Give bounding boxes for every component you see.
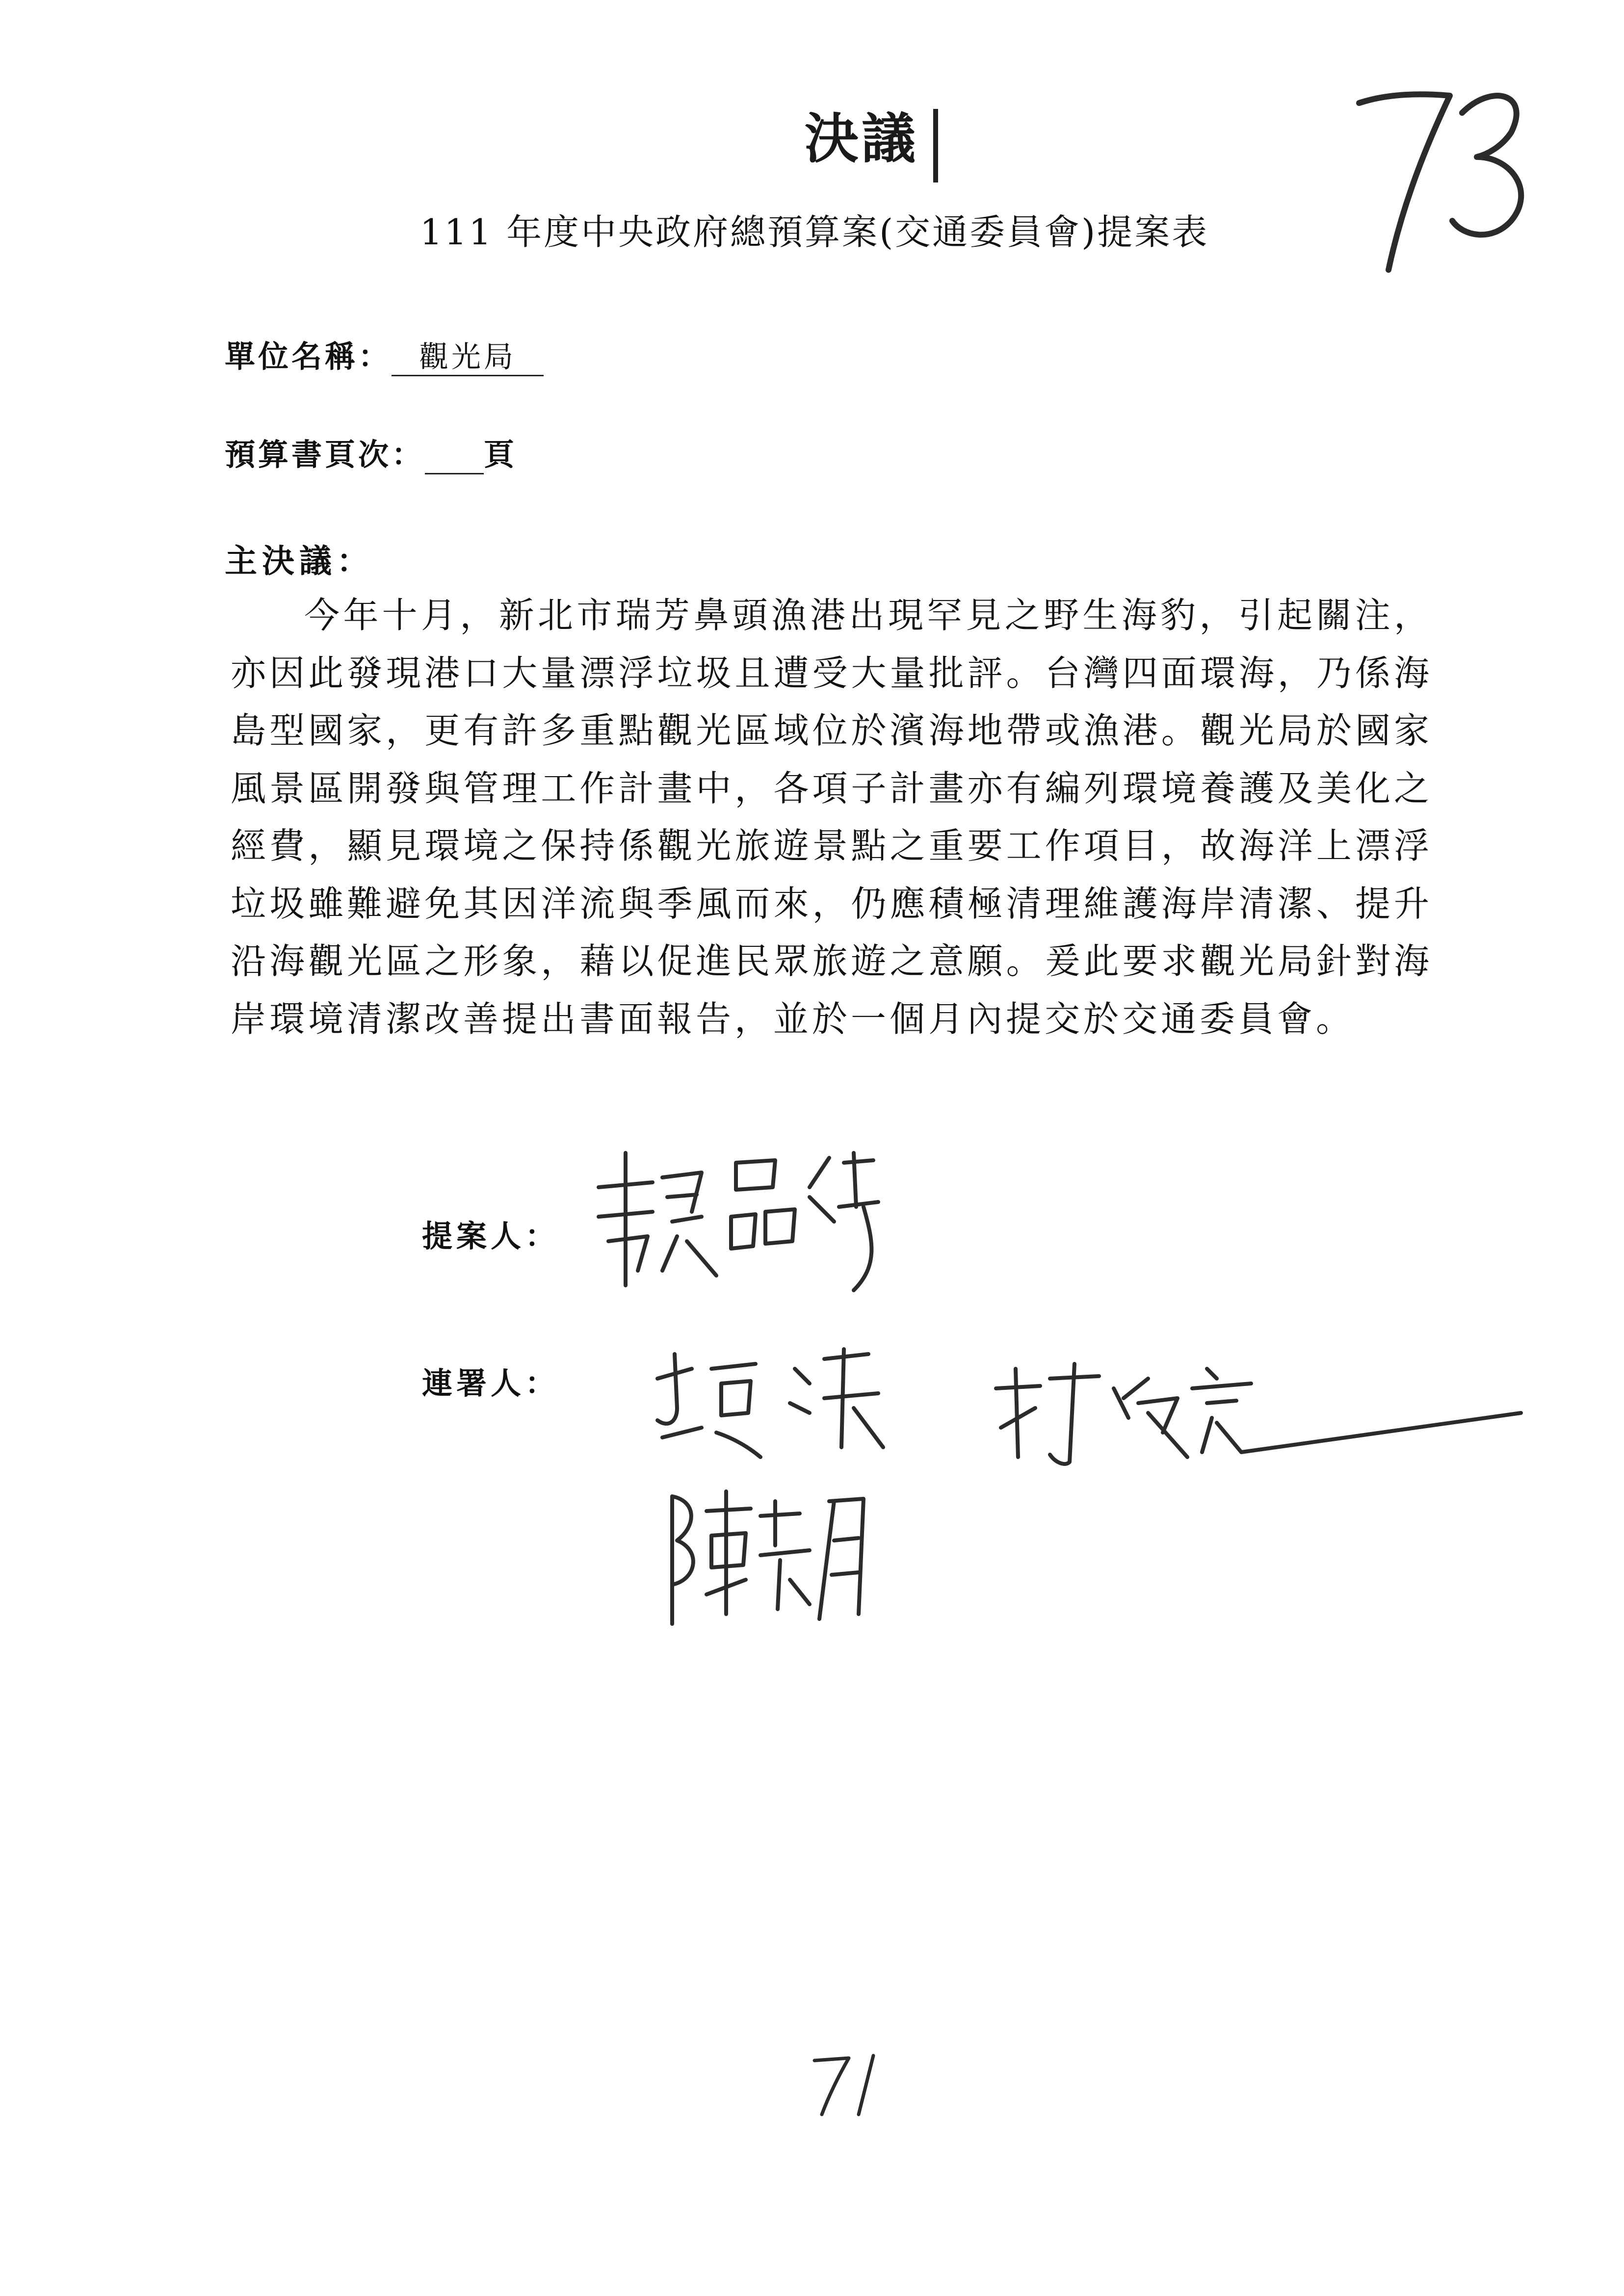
- main-resolution-text: 今年十月，新北市瑞芳鼻頭漁港出現罕見之野生海豹，引起關注，亦因此發現港口大量漂浮垃圾且遭受大量批評。台灣四面環海，乃係海島型國家，更有許多重點觀光區域位於濱海地帶或漁港。觀光局於國家風景區開發與管理工作計畫中，各項子計畫亦有編列環境養護及美化之經費，顯見環境之保持係觀光旅遊景點之重要工作項目，故海洋上漂浮垃圾雖難避免其因洋流與季風而來，仍應積極清理維護海岸清潔、提升沿海觀光區之形象，藉以促進民眾旅遊之意願。爰此要求觀光局針對海岸環境清潔改善提出書面報告，並於一個月內提交於交通委員會。: [231, 595, 1433, 1040]
- budget-page-field: [225, 437, 514, 474]
- proposer-label: 提案人：: [422, 1218, 560, 1254]
- budget-page-blank: [425, 437, 484, 474]
- cosigner-signature-1: [648, 1339, 942, 1467]
- budget-page-label: 預算書頁次：: [225, 437, 425, 472]
- unit-name-value: 觀光局: [392, 339, 544, 376]
- unit-name-label: 單位名稱：: [225, 339, 392, 374]
- stamp-border: [933, 109, 938, 183]
- cosigner-signature-2: [986, 1359, 1531, 1467]
- cosigners-label: 連署人：: [422, 1365, 560, 1401]
- proposer-signature: [579, 1143, 893, 1305]
- budget-page-suffix: 頁: [484, 437, 515, 472]
- cosigner-signature-3: [653, 1482, 878, 1629]
- main-resolution-label: 主決議：: [225, 542, 374, 580]
- footer-page-number: [805, 2046, 893, 2119]
- document-title: 111 年度中央政府總預算案(交通委員會)提案表: [419, 211, 1209, 253]
- unit-name-field: [225, 339, 544, 376]
- resolution-stamp: 決議: [805, 107, 918, 170]
- handwritten-page-number: [1344, 74, 1541, 280]
